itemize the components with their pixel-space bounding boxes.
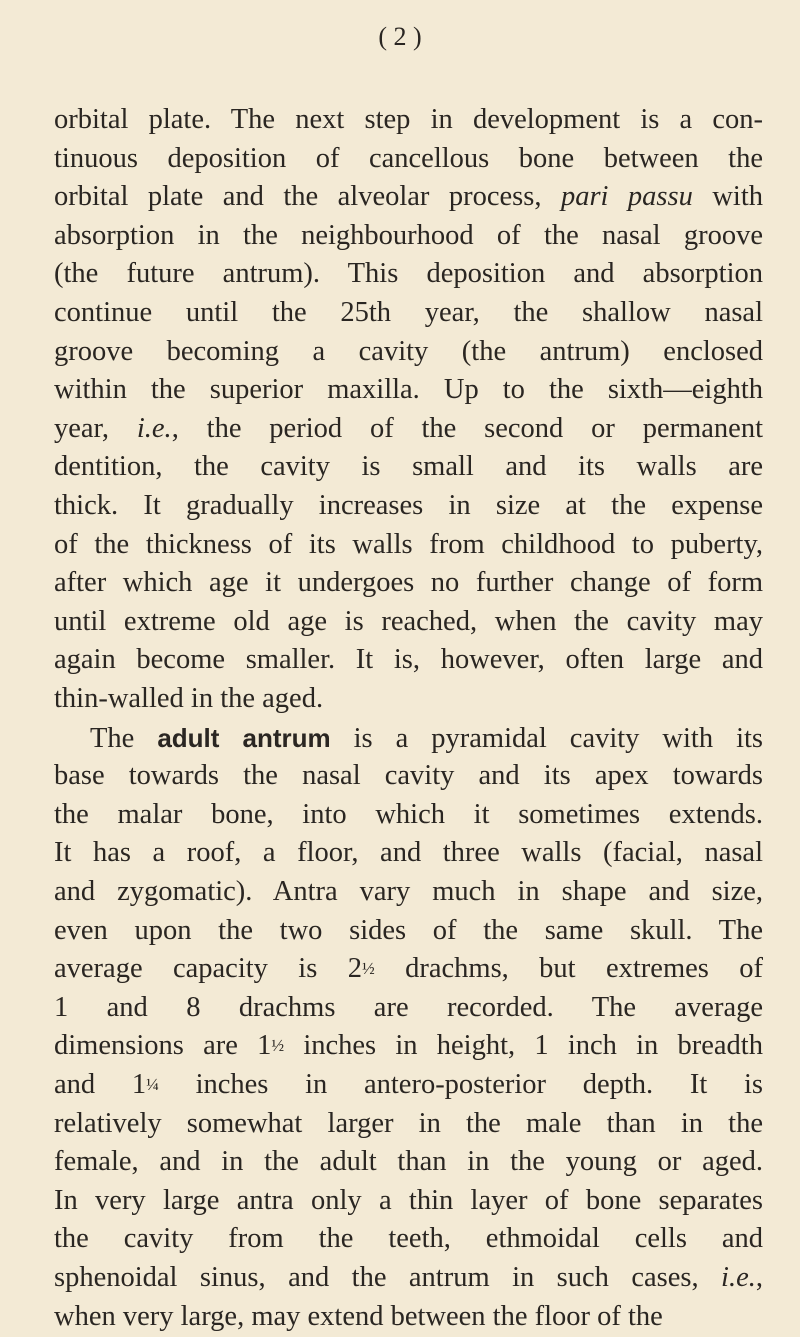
text-line — [54, 1065, 763, 1105]
text-line — [54, 872, 763, 912]
line-text: within the superior maxilla. Up to the sixth—eighth — [54, 374, 763, 406]
line-text: female, and in the adult than in the young or aged. — [54, 1146, 763, 1178]
line-text: continue until the 25th year, the shallow nasal — [54, 297, 763, 328]
line-text: (the future antrum). This deposition and absorption — [54, 258, 763, 290]
line-text: relatively somewhat larger in the male than in the — [54, 1107, 763, 1139]
italic-text: pari passu — [560, 181, 693, 213]
text-line — [54, 563, 763, 603]
text-line — [54, 833, 763, 873]
line-text-end: inches in height, 1 inch in breadth — [284, 1030, 763, 1062]
line-text: groove becoming a cavity (the antrum) enclosed — [54, 335, 763, 367]
line-text: and zygomatic). Antra vary much in shape and size, — [54, 876, 763, 907]
text-line — [54, 1026, 763, 1066]
line-text-end: inches in antero-posterior depth. It is — [158, 1069, 763, 1100]
text-line — [54, 177, 763, 217]
line-text: dentition, the cavity is small and its walls are — [54, 451, 763, 483]
line-text-end: drachms, but extremes of — [374, 953, 763, 985]
line-text: the cavity from the teeth, ethmoidal cells and — [54, 1223, 763, 1255]
line-text: orbital plate. The next step in development is a con- — [54, 104, 763, 135]
line-text: until extreme old age is reached, when the cavity may — [54, 605, 763, 637]
line-text-end: with — [692, 181, 763, 213]
text-line — [54, 1258, 763, 1298]
line-text: absorption in the neighbourhood of the nasal groove — [54, 219, 763, 251]
text-line — [54, 1219, 763, 1259]
line-text: 1 and 8 drachms are recorded. The average — [54, 991, 763, 1023]
text-line — [54, 486, 763, 526]
text-line — [54, 988, 763, 1028]
italic-text: i.e. — [721, 1262, 756, 1293]
line-text: even upon the two sides of the same skull. The — [54, 914, 763, 946]
text-line — [54, 447, 763, 487]
line-text: after which age it undergoes no further change of form — [54, 567, 763, 599]
line-text-start: average capacity is 2 — [54, 953, 362, 985]
line-text-start: and 1 — [54, 1069, 147, 1100]
text-line — [54, 1104, 763, 1144]
page-number: ( 2 ) — [378, 22, 422, 51]
text-line — [54, 293, 763, 333]
text-line — [54, 525, 763, 565]
text-line — [54, 332, 763, 372]
line-text: thin-walled in the aged. — [54, 683, 324, 714]
fraction: ½ — [361, 959, 375, 979]
text-line — [54, 370, 763, 410]
line-text: of the thickness of its walls from childhood to puberty, — [54, 528, 763, 560]
line-text-end: , — [755, 1262, 763, 1293]
text-line — [54, 1297, 763, 1337]
line-text-start: The — [90, 722, 158, 754]
bold-term: adult antrum — [157, 722, 331, 753]
text-line — [54, 254, 763, 294]
fraction: ½ — [271, 1036, 285, 1056]
line-text-start: dimensions are 1 — [54, 1030, 272, 1062]
text-line — [54, 1181, 763, 1221]
line-text-start: sphenoidal sinus, and the antrum in such cases, — [54, 1262, 722, 1293]
line-text: thick. It gradually increases in size at the expense — [54, 490, 763, 521]
text-line — [54, 1142, 763, 1182]
text-line — [54, 949, 763, 989]
line-text: It has a roof, a floor, and three walls (facial, nasal — [54, 837, 763, 869]
text-line — [54, 602, 763, 642]
text-line — [90, 718, 763, 758]
text-line — [54, 409, 763, 449]
text-line — [54, 795, 763, 835]
text-line — [54, 679, 763, 719]
line-text-start: orbital plate and the alveolar process, — [54, 181, 561, 213]
text-line — [54, 139, 763, 179]
text-line — [54, 640, 763, 680]
text-line — [54, 911, 763, 951]
line-text: tinuous deposition of cancellous bone between the — [54, 142, 763, 174]
line-text-end: , the period of the second or permanent — [171, 412, 763, 444]
line-text: again become smaller. It is, however, often large and — [54, 644, 763, 676]
text-line — [54, 756, 763, 796]
text-line — [54, 216, 763, 256]
line-text-start: year, — [54, 412, 137, 444]
line-text: base towards the nasal cavity and its apex towards — [54, 760, 763, 792]
text-line — [54, 100, 763, 140]
fraction: ¼ — [146, 1075, 159, 1094]
line-text-end: is a pyramidal cavity with its — [330, 722, 764, 754]
italic-text: i.e. — [136, 412, 172, 444]
line-text: when very large, may extend between the floor of the — [54, 1300, 663, 1332]
line-text: In very large antra only a thin layer of bone separates — [54, 1184, 763, 1216]
line-text: the malar bone, into which it sometimes extends. — [54, 798, 763, 830]
